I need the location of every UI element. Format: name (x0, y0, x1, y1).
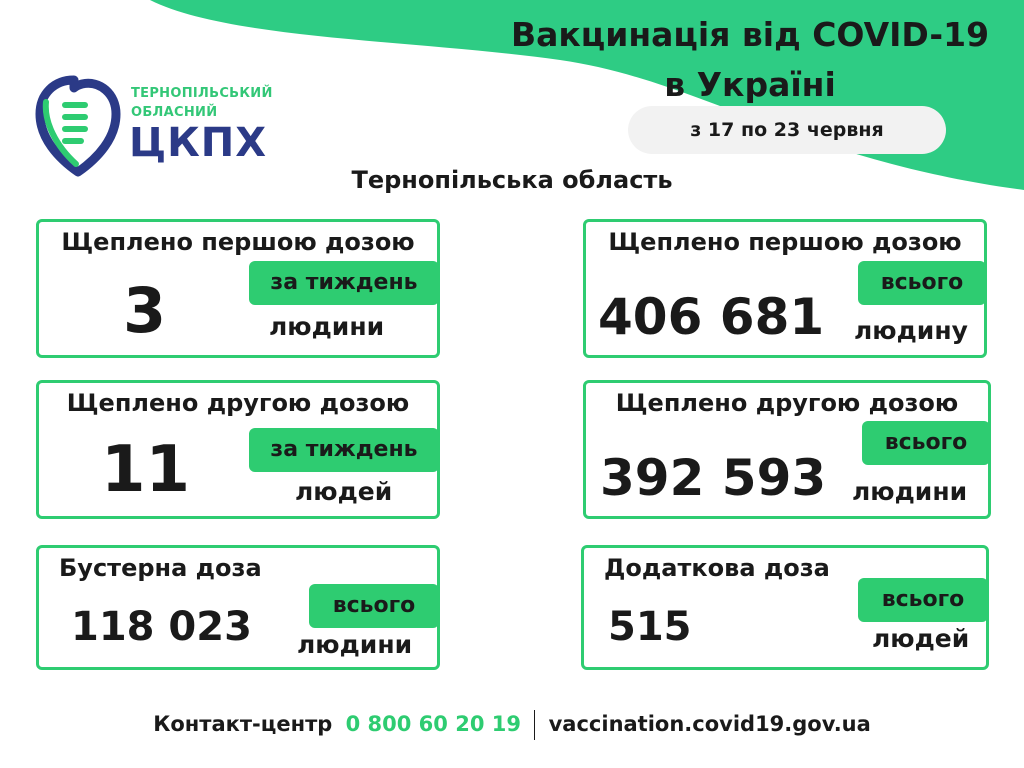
region-heading: Тернопільська область (351, 166, 673, 194)
card-value: 3 (123, 274, 167, 347)
period-tag: за тиждень (249, 261, 439, 305)
card-title: Щеплено другою дозою (615, 389, 959, 417)
card-value: 392 593 (600, 449, 827, 507)
title-line-2: в Україні (664, 65, 836, 104)
card-unit: людей (872, 624, 970, 653)
period-tag: всього (858, 261, 986, 305)
card-value: 406 681 (598, 288, 825, 346)
date-range-badge: з 17 по 23 червня (628, 106, 946, 154)
card-first-dose-total (583, 219, 987, 358)
card-value: 11 (101, 433, 191, 507)
card-unit: людини (297, 630, 413, 659)
card-unit: людини (269, 312, 385, 341)
period-tag: за тиждень (249, 428, 439, 472)
page-title (470, 10, 1024, 110)
card-title: Щеплено першою дозою (608, 228, 962, 256)
card-value: 118 023 (71, 604, 252, 650)
card-additional-dose (581, 545, 989, 670)
title-line-1: Вакцинація від COVID-19 (510, 15, 990, 54)
website-link[interactable]: vaccination.covid19.gov.ua (548, 712, 871, 736)
card-title: Щеплено першою дозою (61, 228, 415, 256)
contact-footer (0, 704, 1024, 744)
card-second-dose-total (583, 380, 991, 519)
period-tag: всього (862, 421, 990, 465)
contact-center-label: Контакт-центр (153, 712, 333, 736)
logo-text-line-1: ТЕРНОПІЛЬСЬКИЙ (131, 86, 273, 101)
card-title: Додаткова доза (604, 554, 830, 582)
contact-phone[interactable]: 0 800 60 20 19 (345, 712, 521, 736)
card-title: Бустерна доза (59, 554, 262, 582)
footer-divider (534, 710, 535, 740)
card-first-dose-week (36, 219, 440, 358)
card-second-dose-week (36, 380, 440, 519)
card-booster-dose (36, 545, 440, 670)
card-unit: людини (852, 477, 968, 506)
logo-text-line-2: ОБЛАСНИЙ (131, 105, 218, 120)
logo-name: ЦКПХ (129, 120, 268, 166)
period-tag: всього (309, 584, 439, 628)
card-title: Щеплено другою дозою (66, 389, 410, 417)
card-value: 515 (608, 604, 692, 650)
card-unit: людину (854, 316, 968, 345)
card-unit: людей (295, 477, 393, 506)
period-tag: всього (858, 578, 988, 622)
